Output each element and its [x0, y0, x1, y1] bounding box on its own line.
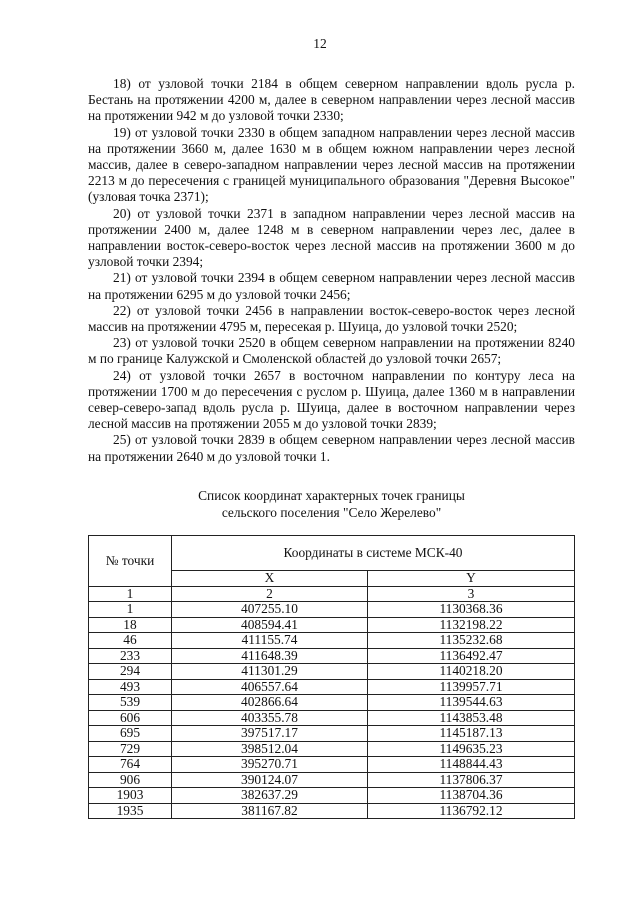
- cell: 1: [89, 586, 172, 602]
- numbering-row: [89, 586, 575, 602]
- cell: 3: [368, 586, 575, 602]
- x-cell: 402866.64: [172, 695, 368, 711]
- point-number-cell: 18: [89, 617, 172, 633]
- x-cell: 407255.10: [172, 602, 368, 618]
- y-cell: 1135232.68: [368, 633, 575, 649]
- point-number-cell: 1935: [89, 803, 172, 819]
- point-number-cell: 294: [89, 664, 172, 680]
- table-row: [89, 710, 575, 726]
- point-number-cell: 539: [89, 695, 172, 711]
- point-number-cell: 1: [89, 602, 172, 618]
- coordinates-table: [88, 535, 575, 819]
- cell: 2: [172, 586, 368, 602]
- table-row: [89, 757, 575, 773]
- table-row: [89, 726, 575, 742]
- paragraph: 22) от узловой точки 2456 в направлении восток-северо-восток через лесной массив на протяжении 4795 м, пересекая р. Шуица, до узловой точки 2520;: [88, 302, 575, 335]
- table-row: [89, 633, 575, 649]
- table-row: [89, 788, 575, 804]
- paragraph: 19) от узловой точки 2330 в общем западном направлении через лесной массив на протяжении 3660 м, далее 1630 м в общем южном направлении через лесной массив, далее в северо-западном направлении через лесной массив на протяжении 2213 м до пересечения с границей муниципального образования "Деревня Высокое" (узловая точка 2371);: [88, 124, 575, 205]
- header-point-number: № точки: [89, 536, 172, 587]
- x-cell: 390124.07: [172, 772, 368, 788]
- table-caption: [88, 487, 575, 521]
- paragraph: 25) от узловой точки 2839 в общем северном направлении через лесной массив на протяжении 2640 м до узловой точки 1.: [88, 432, 575, 464]
- table-row: [89, 741, 575, 757]
- table-row: [89, 602, 575, 618]
- table-row: [89, 617, 575, 633]
- point-number-cell: 695: [89, 726, 172, 742]
- x-cell: 406557.64: [172, 679, 368, 695]
- point-number-cell: 46: [89, 633, 172, 649]
- table-row: [89, 772, 575, 788]
- y-cell: 1149635.23: [368, 741, 575, 757]
- paragraph: 21) от узловой точки 2394 в общем северном направлении через лесной массив на протяжении 6295 м до узловой точки 2456;: [88, 270, 575, 302]
- paragraph: 24) от узловой точки 2657 в восточном направлении по контуру леса на протяжении 1700 м до пересечения с руслом р. Шуица, далее 1360 м в направлении север-северо-запад вдоль русла р. Шуица, далее в восточном направлении через лесной массив на протяжении 2055 м до узловой точки 2839;: [88, 367, 575, 432]
- y-cell: 1138704.36: [368, 788, 575, 804]
- y-cell: 1136492.47: [368, 648, 575, 664]
- y-cell: 1143853.48: [368, 710, 575, 726]
- table-row: [89, 648, 575, 664]
- y-cell: 1130368.36: [368, 602, 575, 618]
- y-cell: 1139957.71: [368, 679, 575, 695]
- page-number: 12: [313, 36, 327, 51]
- y-cell: 1140218.20: [368, 664, 575, 680]
- x-cell: 411155.74: [172, 633, 368, 649]
- point-number-cell: 233: [89, 648, 172, 664]
- header-coordinates: Координаты в системе МСК-40: [172, 536, 575, 571]
- x-cell: 403355.78: [172, 710, 368, 726]
- table-row: [89, 679, 575, 695]
- y-cell: 1145187.13: [368, 726, 575, 742]
- y-cell: 1139544.63: [368, 695, 575, 711]
- document-body: [88, 76, 575, 465]
- point-number-cell: 764: [89, 757, 172, 773]
- paragraph: 20) от узловой точки 2371 в западном направлении через лесной массив на протяжении 2400 м, далее 1248 м в северном направлении через лес, далее в направлении восток-северо-восток через лесной массив на протяжении 3600 м до узловой точки 2394;: [88, 205, 575, 270]
- y-cell: 1136792.12: [368, 803, 575, 819]
- x-cell: 381167.82: [172, 803, 368, 819]
- x-cell: 411648.39: [172, 648, 368, 664]
- x-cell: 398512.04: [172, 741, 368, 757]
- paragraph: 23) от узловой точки 2520 в общем северном направлении на протяжении 8240 м по границе Калужской и Смоленской областей до узловой точки 2657;: [88, 335, 575, 367]
- table-row: [89, 803, 575, 819]
- point-number-cell: 493: [89, 679, 172, 695]
- y-cell: 1148844.43: [368, 757, 575, 773]
- header-y: Y: [368, 571, 575, 587]
- x-cell: 408594.41: [172, 617, 368, 633]
- point-number-cell: 606: [89, 710, 172, 726]
- x-cell: 411301.29: [172, 664, 368, 680]
- caption-line-1: Список координат характерных точек границы: [198, 488, 465, 503]
- caption-line-2: сельского поселения "Село Жерелево": [221, 505, 442, 520]
- point-number-cell: 1903: [89, 788, 172, 804]
- x-cell: 395270.71: [172, 757, 368, 773]
- y-cell: 1137806.37: [368, 772, 575, 788]
- x-cell: 397517.17: [172, 726, 368, 742]
- x-cell: 382637.29: [172, 788, 368, 804]
- paragraph: 18) от узловой точки 2184 в общем северном направлении вдоль русла р. Бестань на протяжении 4200 м, далее в северном направлении через лесной массив на протяжении 942 м до узловой точки 2330;: [88, 76, 575, 124]
- y-cell: 1132198.22: [368, 617, 575, 633]
- point-number-cell: 906: [89, 772, 172, 788]
- header-x: X: [172, 571, 368, 587]
- table-row: [89, 695, 575, 711]
- table-row: [89, 664, 575, 680]
- point-number-cell: 729: [89, 741, 172, 757]
